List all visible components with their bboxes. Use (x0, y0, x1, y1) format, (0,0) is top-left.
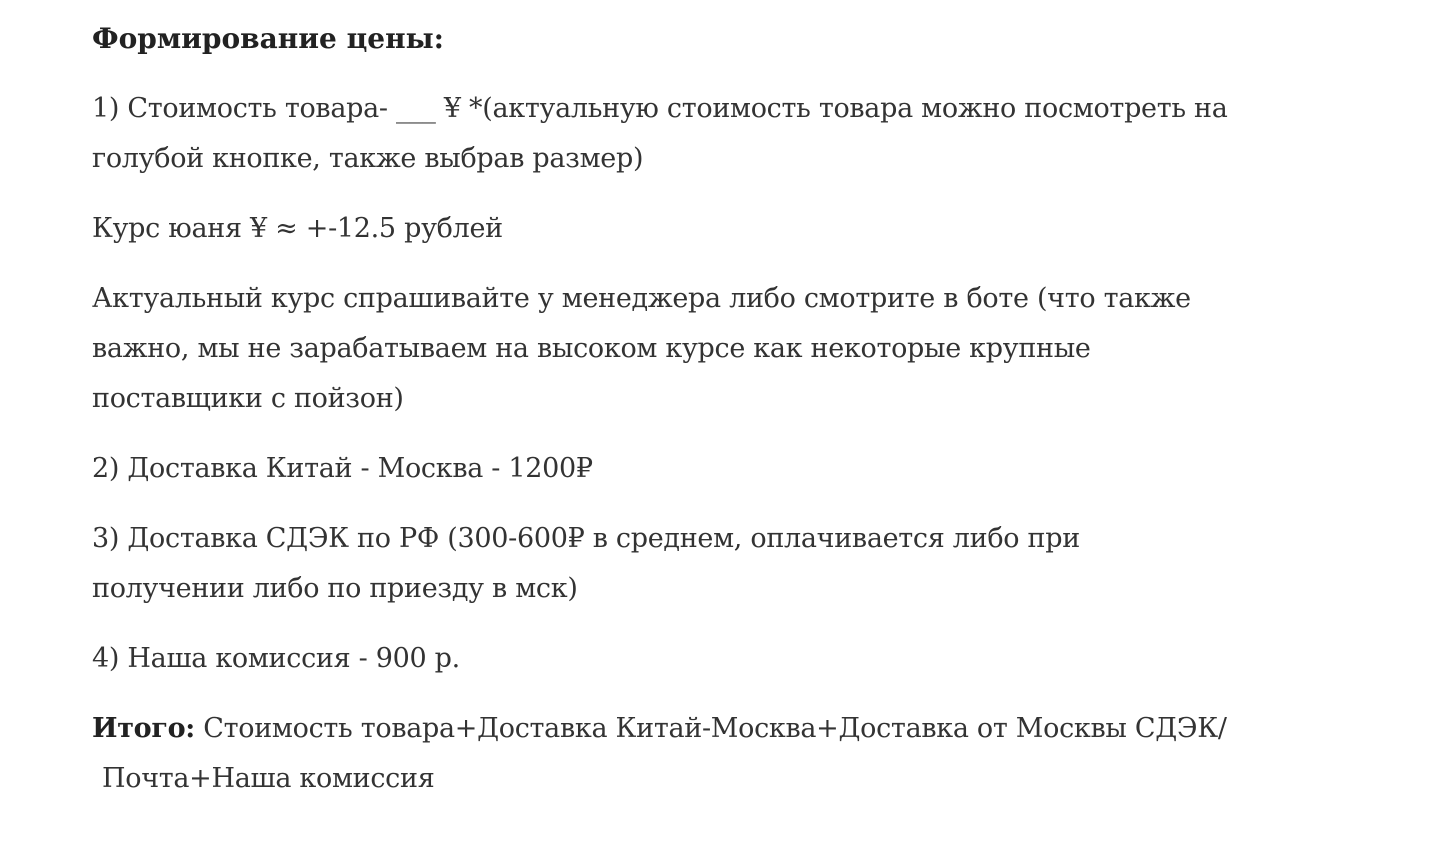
item-product-cost: 1) Стоимость товара- ___ ¥ *(актуальную стоимость товара можно посмотреть на голубой кнопке, также выбрав размер) (92, 93, 1228, 174)
exchange-rate: Курс юаня ¥ ≈ +-12.5 рублей (92, 213, 503, 244)
exchange-rate-note: Актуальный курс спрашивайте у менеджера либо смотрите в боте (что также важно, мы не зарабатываем на высоком курсе как некоторые крупные поставщики с пойзон) (92, 283, 1191, 414)
total-label: Итого: (92, 713, 195, 744)
total-formula (92, 704, 1230, 804)
page-title: Формирование цены: (92, 22, 444, 55)
item-china-moscow-delivery: 2) Доставка Китай - Москва - 1200₽ (92, 453, 593, 484)
total-text: Стоимость товара+Доставка Китай-Москва+Доставка от Москвы СДЭК/Почта+Наша комиссия (102, 713, 1227, 794)
item-cdek-delivery: 3) Доставка СДЭК по РФ (300-600₽ в среднем, оплачивается либо при получении либо по приезду в мск) (92, 523, 1080, 604)
item-commission: 4) Наша комиссия - 900 р. (92, 643, 460, 674)
